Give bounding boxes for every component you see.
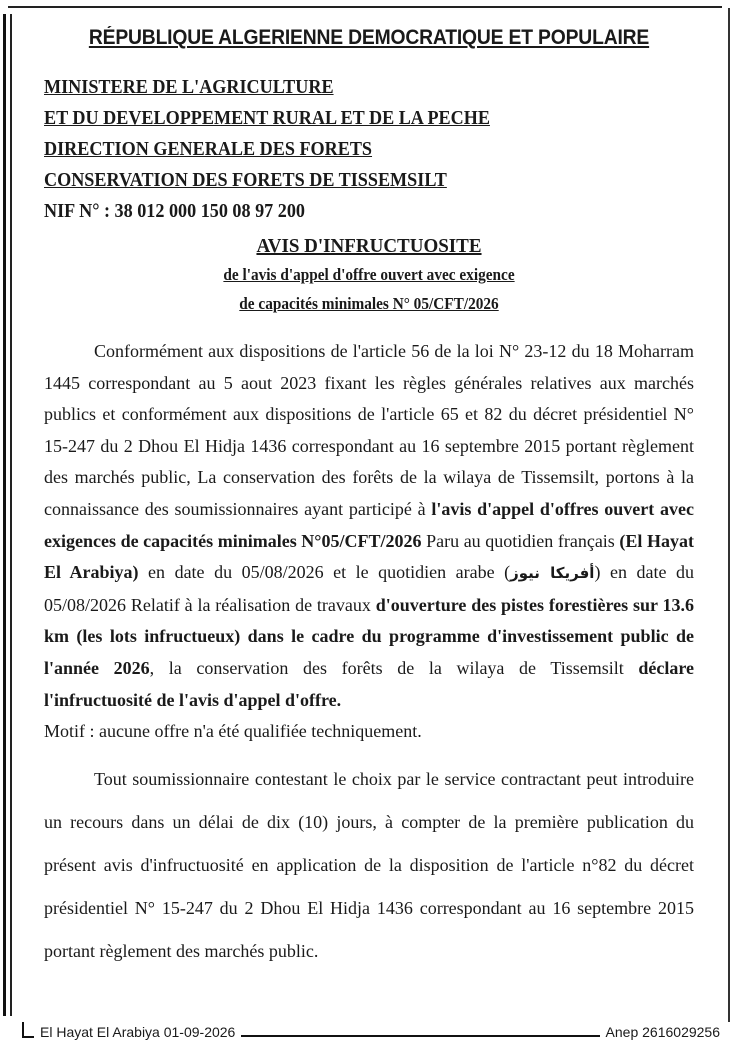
frame-top-border — [8, 6, 722, 8]
p1-project-description: d'ouverture des pistes forestières sur 13.6 km (les lots infructueux) dans le cadre du programme d'investissement public de l'année 2026 — [44, 594, 694, 678]
body-paragraph-1 — [44, 336, 694, 716]
ministry-line-4: CONSERVATION DES FORETS DE TISSEMSILT — [44, 170, 447, 191]
footer — [40, 1022, 720, 1040]
footer-reference: Anep 2616029256 — [605, 1024, 720, 1040]
notice-subtitle-2: de capacités minimales N° 05/CFT/2026 — [239, 294, 499, 313]
notice-title: AVIS D'INFRUCTUOSITE — [256, 235, 482, 257]
p1-text-f: ) en date du 05/08/2026 Relatif à la réalisation de travaux — [44, 562, 694, 615]
ministry-line-1: MINISTERE DE L'AGRICULTURE — [44, 77, 334, 98]
p1-newspaper-french: (El Hayat El Arabiya) — [44, 530, 694, 583]
motif-line: Motif : aucune offre n'a été qualifiée techniquement. — [44, 721, 422, 742]
p1-text-c: Paru au quotidien français — [421, 530, 620, 551]
p1-declaration: déclare l'infructuosité de l'avis d'appel d'offre. — [44, 657, 694, 710]
notice-content — [44, 22, 694, 973]
footer-corner-mark — [22, 1022, 34, 1038]
frame-left-border-inner — [10, 14, 12, 1016]
notice-body — [44, 336, 694, 973]
p1-text-h: , la conservation des forêts de la wilaya de Tissemsilt — [149, 657, 639, 678]
p1-newspaper-arabic: أفريكا نيوز — [510, 564, 595, 583]
ministry-line-2: ET DU DEVELOPPEMENT RURAL ET DE LA PECHE — [44, 108, 490, 129]
republic-heading: RÉPUBLIQUE ALGERIENNE DEMOCRATIQUE ET POPULAIRE — [88, 26, 650, 49]
footer-publication: El Hayat El Arabiya 01-09-2026 — [40, 1024, 236, 1040]
frame-right-border — [728, 8, 730, 1022]
ministry-block — [44, 72, 694, 227]
nif-number: NIF N° : 38 012 000 150 08 97 200 — [44, 201, 305, 222]
footer-rule — [241, 1035, 599, 1037]
notice-subtitle-1: de l'avis d'appel d'offre ouvert avec exigence — [223, 265, 515, 284]
body-paragraph-2: Tout soumissionnaire contestant le choix par le service contractant peut introduire un recours dans un délai de dix (10) jours, à compter de la première publication du présent avis d'infructuosité en application de la disposition de l'article n°82 du décret présidentiel N° 15-247 du 2 Dhou El Hidja 1436 correspondant au 16 septembre 2015 portant règlement des marchés public. — [44, 769, 694, 962]
p1-text-e: en date du 05/08/2026 et le quotidien arabe ( — [138, 562, 511, 583]
p1-tender-reference: l'avis d'appel d'offres ouvert avec exigences de capacités minimales N°05/CFT/2026 — [44, 498, 694, 551]
frame-left-border-outer — [3, 14, 6, 1016]
p1-text-a: Conformément aux dispositions de l'article 56 de la loi N° 23-12 du 18 Moharram 1445 correspondant au 5 aout 2023 fixant les règles générales relatives aux marchés publics et conformément aux dispositions de l'article 65 et 82 du décret présidentiel N° 15-247 du 2 Dhou El Hidja 1436 correspondant au 16 septembre 2015 portant règlement des marchés public, La conservation des forêts de la wilaya de Tissemsilt, portons à la connaissance des soumissionnaires ayant participé à — [44, 341, 694, 519]
ministry-line-3: DIRECTION GENERALE DES FORETS — [44, 139, 373, 160]
